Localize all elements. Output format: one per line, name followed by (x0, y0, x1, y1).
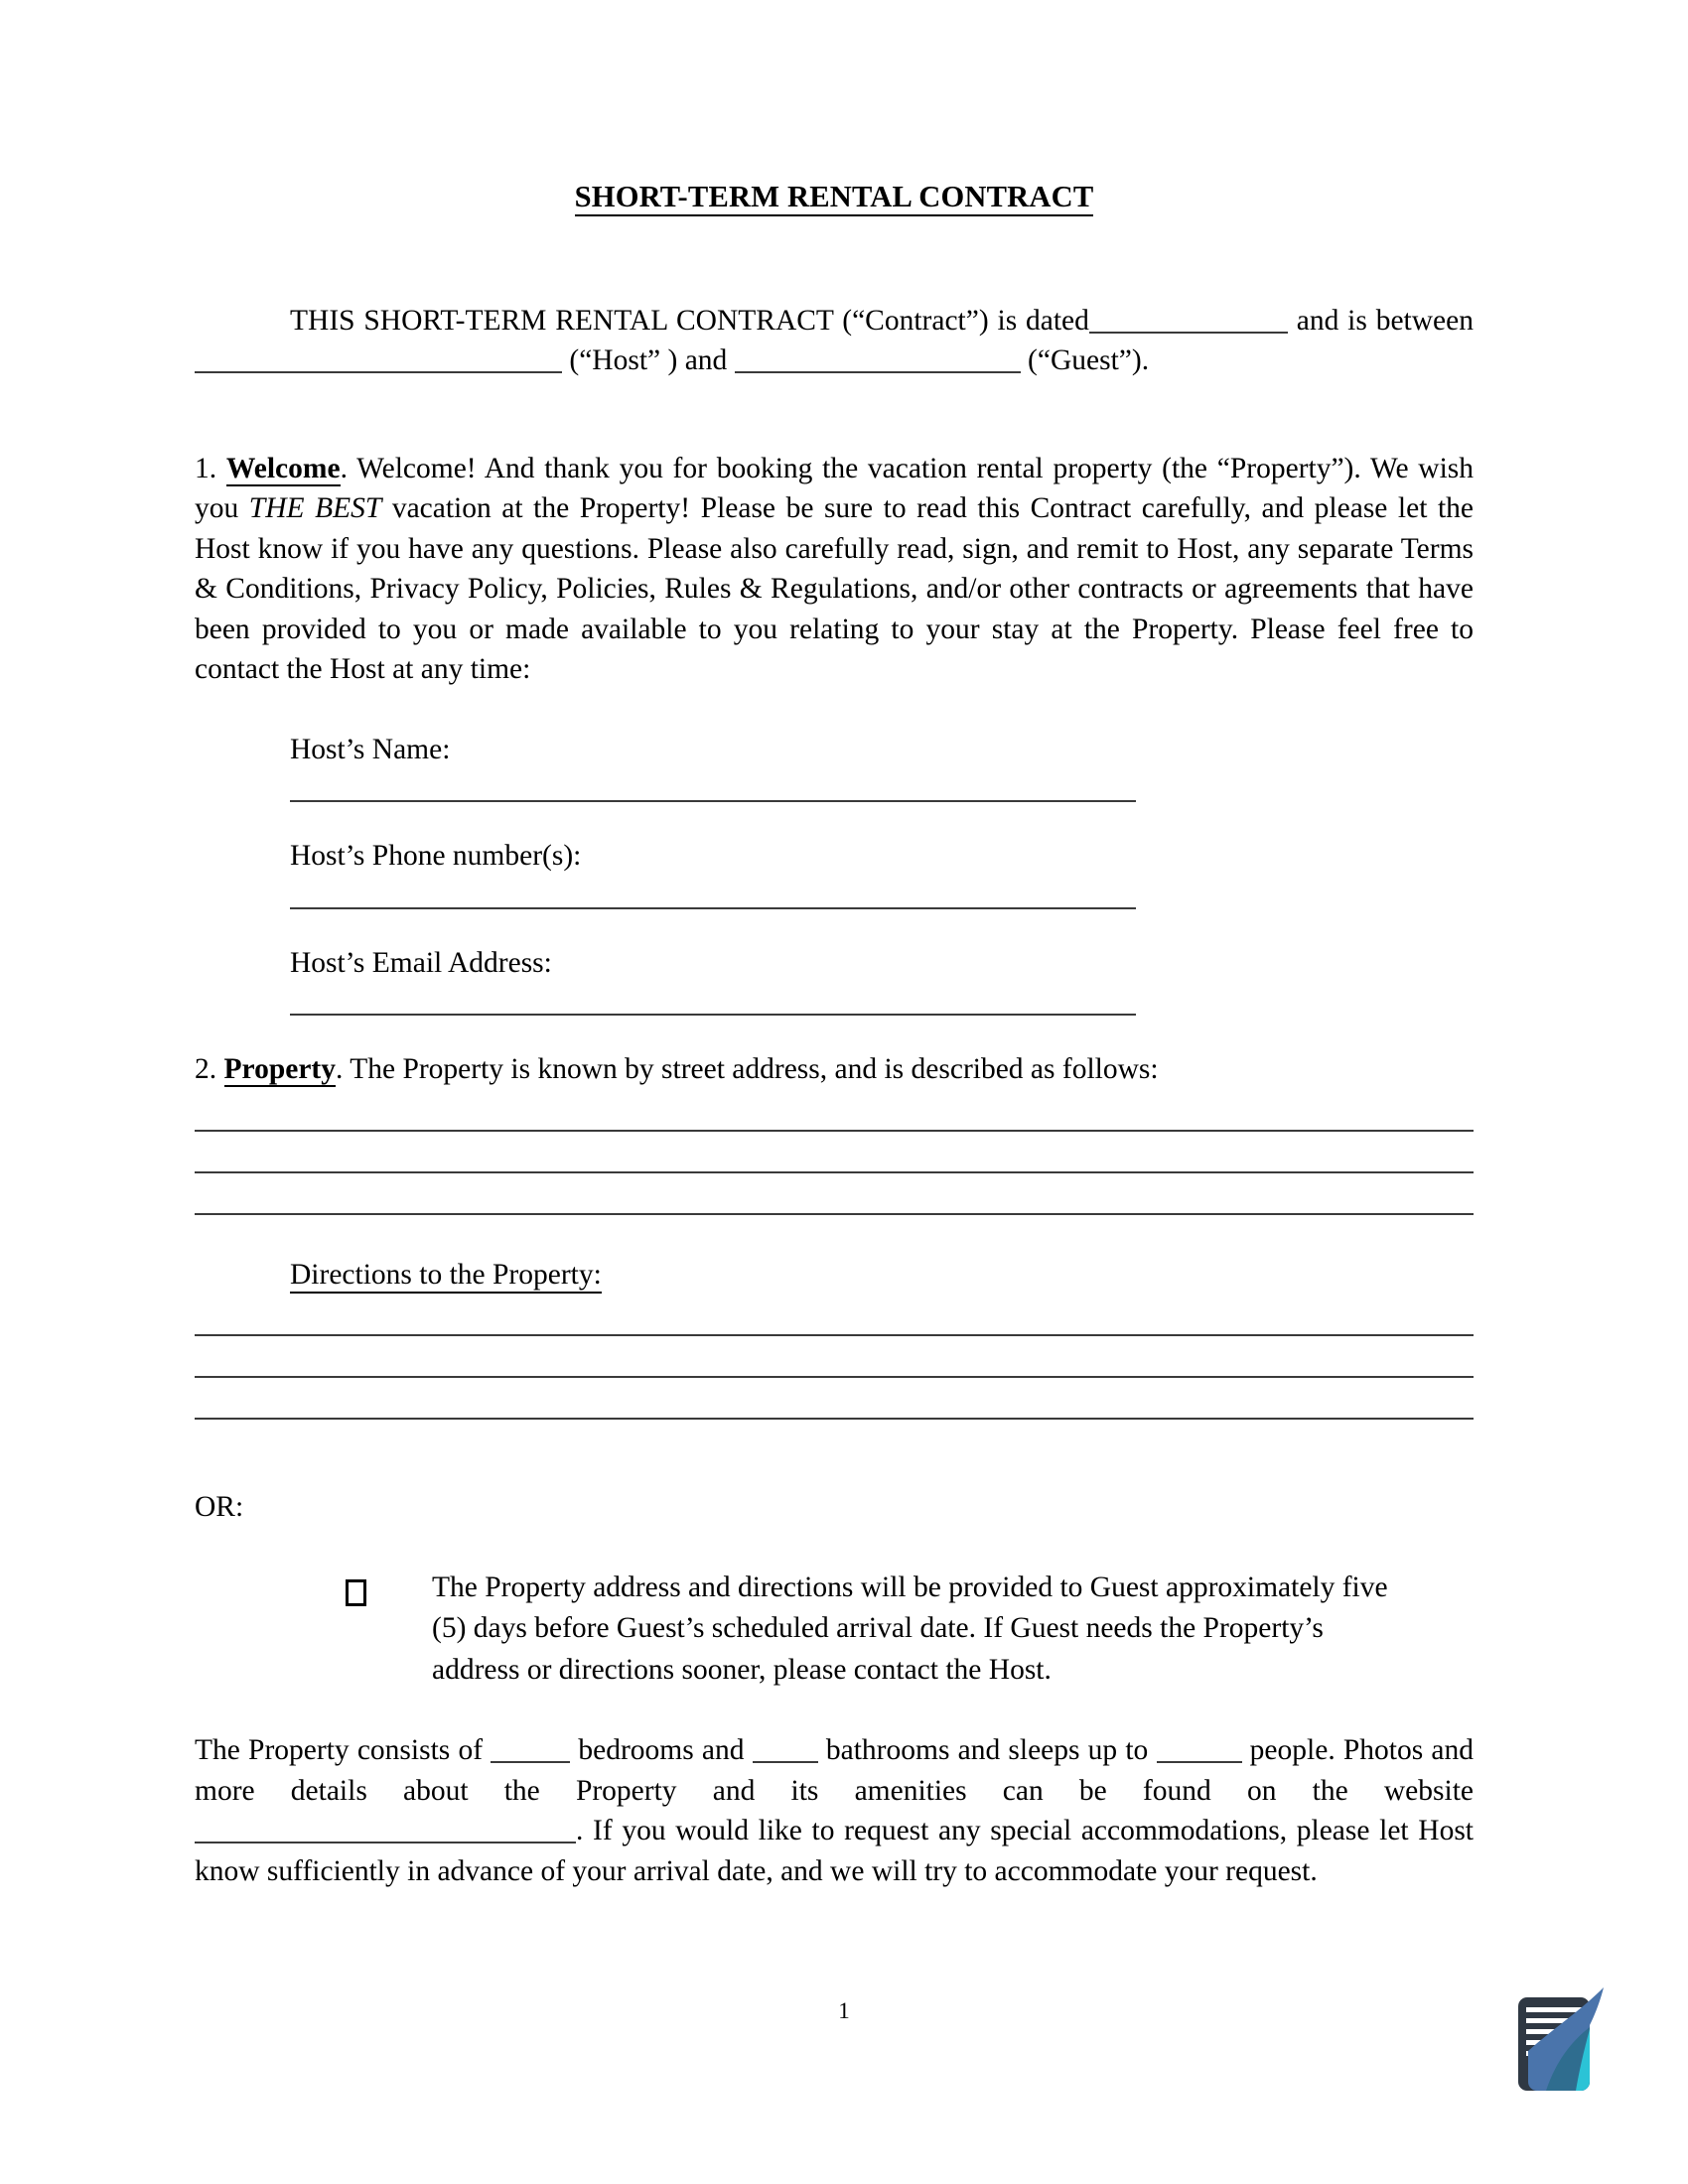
or-label: OR: (195, 1491, 244, 1524)
property-address-fill-lines (195, 1130, 1474, 1215)
page-number: 1 (838, 1998, 850, 2023)
property-address-line-1[interactable] (195, 1130, 1474, 1132)
intro-host-tag: (“Host” ) and (569, 344, 728, 377)
section-welcome-text-a: . Welcome! And thank you for booking the vacation rental property (the “Property”). We wish you (195, 452, 1475, 525)
property-address-later-text: The Property address and directions will be provided to Guest approximately five (5) days before Guest’s scheduled arrival date. If Guest needs the Property’s address or directions sooner, please contact the Host. (432, 1570, 1388, 1686)
consists-text-a: The Property consists of (195, 1734, 492, 1767)
guest-name-blank[interactable] (735, 370, 1021, 373)
page-title-text: SHORT-TERM RENTAL CONTRACT (575, 180, 1094, 216)
host-name-input-rule[interactable] (290, 800, 1136, 802)
section-property-paragraph (195, 1049, 1474, 1090)
host-name-label: Host’s Name: (290, 733, 451, 765)
intro-lead-text: THIS SHORT-TERM RENTAL CONTRACT (“Contract”) is dated (290, 304, 1089, 337)
directions-subheading-text: Directions to the Property: (290, 1259, 602, 1294)
property-directions-line-2[interactable] (195, 1376, 1474, 1378)
property-directions-line-1[interactable] (195, 1334, 1474, 1336)
consists-text-b: bedrooms and (570, 1734, 753, 1767)
property-details-paragraph (195, 1730, 1474, 1891)
contract-date-blank[interactable] (1089, 331, 1288, 334)
section-welcome-heading: Welcome (225, 452, 341, 484)
checkbox-icon[interactable] (346, 1579, 366, 1606)
host-name-blank[interactable] (195, 370, 562, 373)
consists-text-c: bathrooms and sleeps up to (817, 1734, 1157, 1767)
sleeps-blank[interactable] (1157, 1760, 1242, 1763)
intro-between-text: and is between (1296, 304, 1474, 337)
host-contact-fields (290, 730, 1474, 1017)
section-welcome-emphasis: THE BEST (248, 492, 382, 525)
host-email-label: Host’s Email Address: (290, 946, 552, 979)
bedrooms-blank[interactable] (491, 1760, 570, 1763)
section-welcome-text-b: vacation at the Property! Please be sure to read this Contract carefully, and please let the Host know if you have any questions. Please also carefully read, sign, and remit to Host, any separate Terms & Conditions, Privacy Policy, Policies, Rules & Regulations, and/or other contracts or agreements that have been provided to you or made available to you relating to your stay at the Property. Please feel free to contact the Host at any time: (195, 492, 1474, 686)
section-welcome-number: 1. (195, 452, 217, 484)
property-address-line-2[interactable] (195, 1171, 1474, 1173)
section-property-text: . The Property is known by street address, and is described as follows: (336, 1053, 1159, 1086)
bathrooms-blank[interactable] (753, 1760, 818, 1763)
document-content (195, 179, 1474, 1891)
host-phone-label: Host’s Phone number(s): (290, 840, 582, 873)
intro-guest-tag: (“Guest”). (1028, 344, 1150, 377)
intro-paragraph (195, 301, 1474, 381)
property-directions-fill-lines (195, 1334, 1474, 1420)
host-email-input-rule[interactable] (290, 1014, 1136, 1016)
document-leaf-logo-icon (1510, 1985, 1606, 2097)
consists-text-d: people. Photos and more details about the Property and its amenities can be found on the website (195, 1734, 1474, 1807)
page-title (195, 179, 1474, 215)
section-welcome-paragraph (195, 449, 1474, 690)
section-property-number: 2. (195, 1053, 217, 1086)
directions-subheading (290, 1255, 1474, 1296)
host-phone-input-rule[interactable] (290, 907, 1136, 909)
website-blank[interactable] (195, 1841, 576, 1843)
section-property-heading: Property (223, 1053, 336, 1086)
consists-text-e: . If you would like to request any special accommodations, please let Host know sufficiently in advance of your arrival date, and we will try to accommodate your request. (195, 1815, 1474, 1887)
property-address-later-option[interactable] (346, 1568, 1474, 1692)
